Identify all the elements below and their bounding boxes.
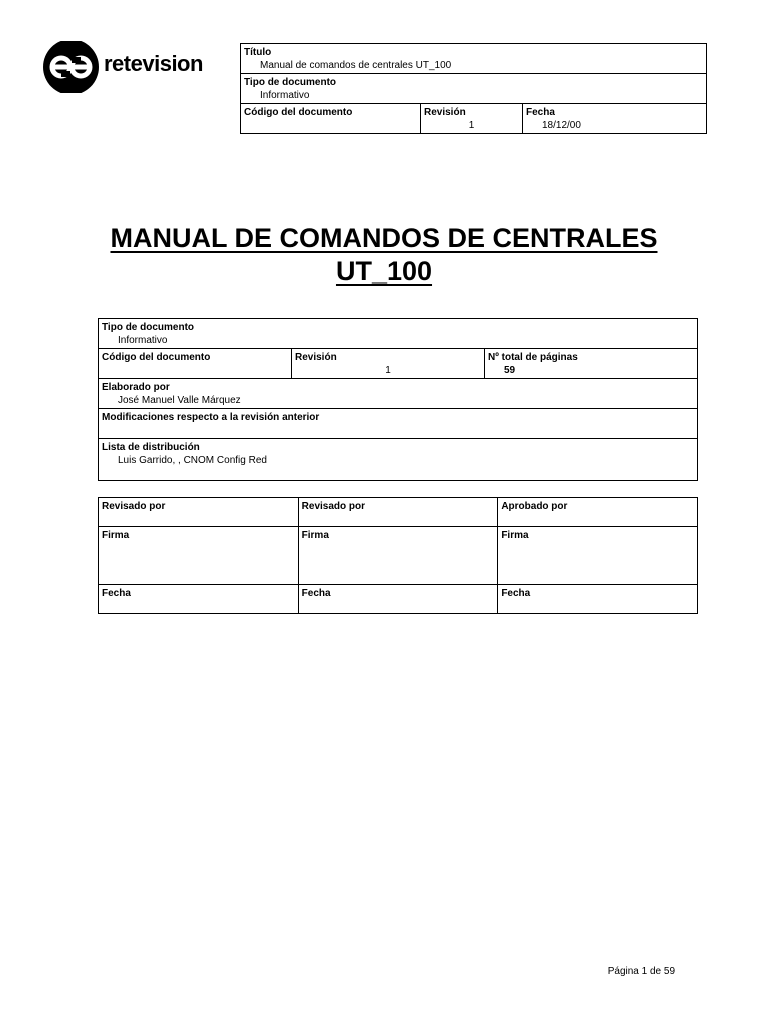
info-distribution-value: Luis Garrido, , CNOM Config Red: [118, 455, 267, 466]
header-type-value: Informativo: [260, 90, 310, 101]
info-table: [98, 318, 698, 481]
retevision-logo: [43, 41, 203, 93]
sign-approved-by-label: Aprobado por: [501, 501, 568, 512]
info-pages-label: Nº total de páginas: [488, 352, 578, 363]
sign-approved-by: [498, 498, 698, 527]
document-title-line2: UT_100: [335, 256, 433, 286]
retevision-e9-logo-icon: [43, 41, 101, 93]
document-title: [0, 222, 768, 288]
sign-firma-1-label: Firma: [102, 530, 130, 541]
header-date-label: Fecha: [526, 107, 555, 118]
sign-firma-3: [498, 527, 698, 585]
info-code-label: Código del documento: [102, 352, 211, 363]
info-modifications-cell: [99, 409, 698, 439]
sign-reviewed-by-1-label: Revisado por: [102, 501, 166, 512]
info-distribution-cell: [99, 439, 698, 481]
info-author-label: Elaborado por: [102, 382, 170, 393]
info-distribution-label: Lista de distribución: [102, 442, 200, 453]
info-pages-value: 59: [504, 365, 516, 376]
sign-fecha-1-label: Fecha: [102, 588, 131, 599]
info-author-cell: [99, 379, 698, 409]
sign-firma-3-label: Firma: [501, 530, 529, 541]
info-revision-value: 1: [385, 365, 391, 376]
sign-fecha-2-label: Fecha: [301, 588, 331, 599]
header-title-cell: [241, 44, 707, 74]
sign-firma-2-label: Firma: [301, 530, 329, 541]
header-revision-value: 1: [468, 120, 475, 131]
sign-reviewed-by-1: [99, 498, 299, 527]
info-modifications-label: Modificaciones respecto a la revisión anterior: [102, 412, 320, 423]
sign-fecha-3: [498, 585, 698, 614]
document-title-line1: MANUAL DE COMANDOS DE CENTRALES: [110, 223, 658, 253]
sign-reviewed-by-2-label: Revisado por: [301, 501, 366, 512]
header-revision-label: Revisión: [424, 107, 466, 118]
sign-firma-2: [298, 527, 498, 585]
header-title-value: Manual de comandos de centrales UT_100: [260, 60, 452, 71]
header-type-label: Tipo de documento: [244, 77, 337, 88]
header-date-value: 18/12/00: [542, 120, 581, 131]
header-table: [240, 43, 707, 134]
header-code-cell: [241, 104, 421, 134]
header-title-label: Título: [244, 47, 272, 58]
info-revision-cell: [292, 349, 485, 379]
signature-table: [98, 497, 698, 614]
info-type-label: Tipo de documento: [102, 322, 195, 333]
header-type-cell: [241, 74, 707, 104]
page-number: Página 1 de 59: [607, 966, 675, 977]
sign-firma-1: [99, 527, 299, 585]
sign-fecha-3-label: Fecha: [501, 588, 531, 599]
header-code-label: Código del documento: [244, 107, 353, 118]
info-type-value: Informativo: [118, 335, 168, 346]
info-author-value: José Manuel Valle Márquez: [118, 395, 241, 406]
logo-text: retevision: [104, 51, 203, 76]
info-pages-cell: [485, 349, 698, 379]
info-type-cell: [99, 319, 698, 349]
header-revision-cell: [421, 104, 523, 134]
sign-fecha-2: [298, 585, 498, 614]
sign-reviewed-by-2: [298, 498, 498, 527]
info-revision-label: Revisión: [295, 352, 337, 363]
header-date-cell: [523, 104, 707, 134]
sign-fecha-1: [99, 585, 299, 614]
info-code-cell: [99, 349, 292, 379]
